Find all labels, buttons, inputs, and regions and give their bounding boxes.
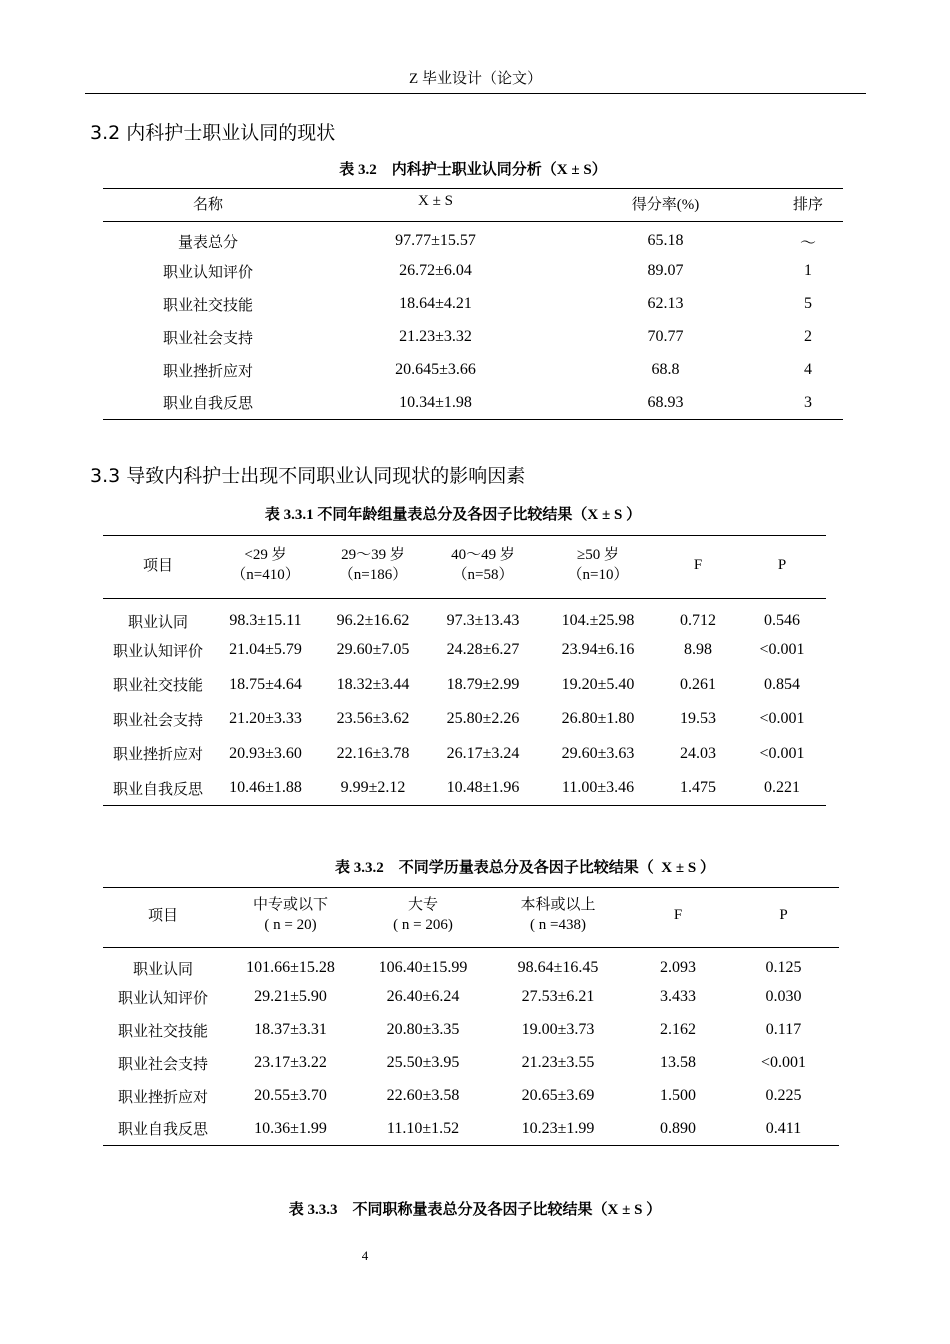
page-number: 4 xyxy=(361,1248,369,1263)
col-header-item xyxy=(103,536,213,599)
cell: 20.93±3.60 xyxy=(229,744,302,762)
col-header-score-rate: 得分率(%) xyxy=(558,189,773,222)
col-header-p xyxy=(728,888,839,948)
table-row xyxy=(103,1113,839,1146)
table-header-row xyxy=(103,536,826,599)
row-name: 职业认知评价 xyxy=(112,641,203,660)
table-header-row xyxy=(103,888,839,948)
cell: 21.23±3.55 xyxy=(521,1054,595,1071)
section-3-3-title: 3.3 导致内科护士出现不同职业认同现状的影响因素 xyxy=(90,465,526,487)
cell: 23.56±3.62 xyxy=(336,710,410,728)
cell: 98.3±15.11 xyxy=(229,612,302,629)
col-header-age-29-39 xyxy=(318,536,428,599)
cell: 89.07 xyxy=(647,262,684,279)
header-line: ≥50 岁 xyxy=(577,547,619,563)
table-3-3-2-caption: 表 3.3.2 不同学历量表总分及各因子比较结果（ X ± S ） xyxy=(335,860,715,876)
cell: 25.80±2.26 xyxy=(446,710,520,728)
cell: 1.500 xyxy=(660,1087,696,1104)
header-n: （n=10） xyxy=(567,567,629,583)
header-line: P xyxy=(779,906,788,923)
table-row xyxy=(103,633,826,668)
col-header-p xyxy=(738,536,826,599)
cell: 10.36±1.99 xyxy=(223,1113,358,1146)
header-line: 项目 xyxy=(142,556,173,574)
cell: 22.16±3.78 xyxy=(336,744,410,762)
header-n: ( n =438) xyxy=(530,916,586,933)
cell: 0.221 xyxy=(738,771,826,806)
header-n: ( n = 20) xyxy=(264,916,317,933)
cell: 10.48±1.96 xyxy=(428,771,538,806)
cell: 22.60±3.58 xyxy=(386,1087,460,1104)
header-n: （n=58） xyxy=(452,567,514,583)
table-3-3-1-caption: 表 3.3.1 不同年龄组量表总分及各因子比较结果（X ± S ） xyxy=(264,507,642,523)
cell: 0.261 xyxy=(680,675,716,693)
cell: 19.53 xyxy=(680,710,716,728)
table-row xyxy=(103,288,843,321)
cell: 8.98 xyxy=(684,641,712,659)
table-row xyxy=(103,668,826,703)
header-n: （n=186） xyxy=(338,567,408,583)
header-line: F xyxy=(673,906,683,923)
cell: <0.001 xyxy=(759,744,805,762)
table-row xyxy=(103,1080,839,1113)
table-row xyxy=(103,737,826,772)
table-row xyxy=(103,222,843,255)
header-line: 项目 xyxy=(147,905,178,924)
cell: 26.17±3.24 xyxy=(446,744,520,762)
cell: 2.093 xyxy=(660,959,696,977)
cell: 10.46±1.88 xyxy=(213,771,318,806)
col-header-edu-secondary xyxy=(223,888,358,948)
cell: 0.125 xyxy=(765,959,802,977)
cell: 21.04±5.79 xyxy=(229,641,302,659)
header-line: F xyxy=(693,557,703,573)
row-name: 职业挫折应对 xyxy=(117,1087,208,1106)
cell: 1.475 xyxy=(658,771,738,806)
cell: 3 xyxy=(773,387,843,420)
table-header-row xyxy=(103,189,843,222)
cell: 19.00±3.73 xyxy=(521,1021,595,1038)
row-name: 职业社会支持 xyxy=(117,1054,208,1073)
cell: 18.79±2.99 xyxy=(446,675,520,693)
cell: 26.80±1.80 xyxy=(561,710,635,728)
cell: 18.32±3.44 xyxy=(336,675,410,693)
table-row xyxy=(103,354,843,387)
cell: 97.3±13.43 xyxy=(446,612,520,629)
cell: 0.411 xyxy=(728,1113,839,1146)
cell: 26.72±6.04 xyxy=(399,262,472,279)
table-3-2 xyxy=(103,188,843,420)
cell: <0.001 xyxy=(759,710,805,728)
cell: 26.40±6.24 xyxy=(386,988,460,1005)
cell: 9.99±2.12 xyxy=(318,771,428,806)
table-row xyxy=(103,771,826,806)
cell: 19.20±5.40 xyxy=(561,675,635,693)
col-header-item xyxy=(103,888,223,948)
cell: 18.75±4.64 xyxy=(229,675,302,693)
cell: 20.65±3.69 xyxy=(521,1087,595,1104)
row-name: 职业社交技能 xyxy=(117,1021,208,1040)
col-header-edu-college xyxy=(358,888,488,948)
cell: 101.66±15.28 xyxy=(246,959,335,977)
cell: 27.53±6.21 xyxy=(521,988,595,1005)
cell: 5 xyxy=(804,295,812,312)
table-row xyxy=(103,1047,839,1080)
cell: 0.854 xyxy=(764,675,800,693)
cell: 0.117 xyxy=(765,1021,802,1038)
cell: 3.433 xyxy=(660,988,696,1005)
header-line: 大专 xyxy=(407,896,438,913)
row-name: 职业社会支持 xyxy=(162,328,253,347)
col-header-age-50-plus xyxy=(538,536,658,599)
header-line: 本科或以上 xyxy=(520,896,596,913)
row-name: 职业社交技能 xyxy=(112,676,203,695)
row-name: 职业自我反思 xyxy=(103,1113,223,1146)
header-n: ( n = 206) xyxy=(393,916,453,933)
col-header-rank: 排序 xyxy=(773,189,843,222)
col-header-f xyxy=(628,888,728,948)
row-name: 职业认知评价 xyxy=(162,262,253,281)
table-row xyxy=(103,1014,839,1047)
col-header-age-under-29 xyxy=(213,536,318,599)
cell: 68.93 xyxy=(558,387,773,420)
cell: 104.±25.98 xyxy=(561,612,635,629)
cell: 18.64±4.21 xyxy=(399,295,472,312)
cell: ～ xyxy=(799,234,816,252)
section-3-2-title: 3.2 内科护士职业认同的现状 xyxy=(90,122,336,144)
cell: 0.890 xyxy=(628,1113,728,1146)
cell: 97.77±15.57 xyxy=(395,232,476,250)
cell: 11.00±3.46 xyxy=(538,771,658,806)
cell: 10.23±1.99 xyxy=(488,1113,628,1146)
table-row xyxy=(103,702,826,737)
table-3-3-2 xyxy=(103,887,839,1146)
cell: 18.37±3.31 xyxy=(254,1021,327,1038)
cell: 0.030 xyxy=(765,988,802,1005)
cell: 2.162 xyxy=(660,1021,696,1038)
cell: 29.21±5.90 xyxy=(254,988,327,1005)
cell: 62.13 xyxy=(647,295,684,312)
cell: 0.225 xyxy=(765,1087,802,1104)
row-name: 职业认同 xyxy=(132,959,193,978)
cell: 11.10±1.52 xyxy=(358,1113,488,1146)
table-3-3-3-caption: 表 3.3.3 不同职称量表总分及各因子比较结果（X ± S ） xyxy=(288,1202,662,1218)
col-header-mean-sd: X ± S xyxy=(313,189,558,222)
table-3-3-1 xyxy=(103,535,826,806)
row-name: 职业挫折应对 xyxy=(162,361,253,380)
row-name: 量表总分 xyxy=(177,232,238,251)
cell: 2 xyxy=(804,328,812,345)
cell: 20.80±3.35 xyxy=(386,1021,460,1038)
header-line: 中专或以下 xyxy=(252,896,328,913)
table-row xyxy=(103,948,839,981)
cell: 29.60±3.63 xyxy=(561,744,635,762)
cell: 0.712 xyxy=(680,612,716,629)
page-header: Z 毕业设计（论文） xyxy=(85,68,866,94)
cell: 21.20±3.33 xyxy=(229,710,302,728)
cell: 20.645±3.66 xyxy=(395,361,476,378)
cell: 21.23±3.32 xyxy=(399,328,472,345)
cell: 70.77 xyxy=(647,328,684,345)
col-header-name: 名称 xyxy=(103,189,313,222)
cell: <0.001 xyxy=(759,641,805,659)
col-header-f xyxy=(658,536,738,599)
cell: 23.94±6.16 xyxy=(561,641,635,659)
cell: <0.001 xyxy=(760,1054,807,1071)
row-name: 职业认知评价 xyxy=(117,988,208,1007)
col-header-edu-bachelor xyxy=(488,888,628,948)
cell: 24.28±6.27 xyxy=(446,641,520,659)
table-row xyxy=(103,255,843,288)
cell: 4 xyxy=(804,361,812,378)
header-line: 29～39 岁 xyxy=(341,547,405,563)
cell: 29.60±7.05 xyxy=(336,641,410,659)
row-name: 职业社交技能 xyxy=(162,295,253,314)
cell: 23.17±3.22 xyxy=(254,1054,327,1071)
row-name: 职业社会支持 xyxy=(112,710,203,729)
table-row xyxy=(103,599,826,634)
cell: 98.64±16.45 xyxy=(517,959,599,977)
cell: 0.546 xyxy=(764,612,800,629)
col-header-age-40-49 xyxy=(428,536,538,599)
header-line: 40～49 岁 xyxy=(451,547,515,563)
header-line: P xyxy=(777,557,787,573)
table-row xyxy=(103,321,843,354)
cell: 13.58 xyxy=(660,1054,696,1071)
cell: 1 xyxy=(804,262,812,279)
table-row xyxy=(103,981,839,1014)
row-name: 职业挫折应对 xyxy=(112,745,203,764)
cell: 68.8 xyxy=(651,361,680,378)
row-name: 职业自我反思 xyxy=(103,387,313,420)
cell: 96.2±16.62 xyxy=(336,612,410,629)
header-n: （n=410） xyxy=(231,567,300,583)
header-line: <29 岁 xyxy=(244,547,287,563)
table-row xyxy=(103,387,843,420)
cell: 24.03 xyxy=(680,744,716,762)
cell: 10.34±1.98 xyxy=(313,387,558,420)
table-3-2-caption: 表 3.2 内科护士职业认同分析（X ± S） xyxy=(339,162,607,178)
cell: 25.50±3.95 xyxy=(386,1054,460,1071)
cell: 20.55±3.70 xyxy=(254,1087,327,1104)
row-name: 职业自我反思 xyxy=(103,771,213,806)
cell: 65.18 xyxy=(647,232,684,250)
row-name: 职业认同 xyxy=(127,612,188,631)
cell: 106.40±15.99 xyxy=(378,959,468,977)
